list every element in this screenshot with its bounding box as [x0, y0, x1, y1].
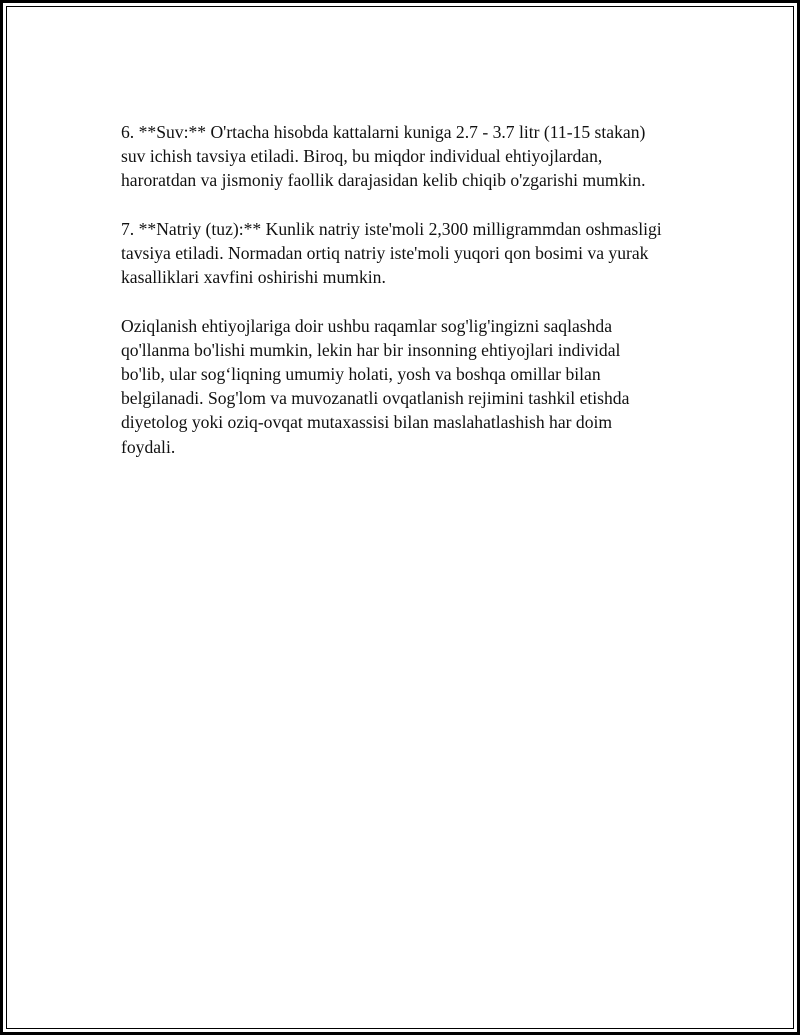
paragraph-water: [121, 120, 711, 193]
text-line: tavsiya etiladi. Normadan ortiq natriy iste'moli yuqori qon bosimi va yurak: [121, 243, 649, 263]
paragraph-sodium: [121, 217, 711, 290]
text-line: diyetolog yoki oziq-ovqat mutaxassisi bilan maslahatlashish har doim: [121, 412, 613, 433]
paragraph-conclusion: [121, 314, 711, 459]
text-line: 7. **Natriy (tuz):** Kunlik natriy iste'moli 2,300 milligrammdan oshmasligi: [121, 218, 662, 239]
text-line: bo'lib, ular sog‘liqning umumiy holati, yosh va boshqa omillar bilan: [121, 364, 601, 384]
document-body: [121, 120, 711, 483]
text-line: belgilanadi. Sog'lom va muvozanatli ovqatlanish rejimini tashkil etishda: [121, 388, 630, 409]
text-line: kasalliklari xavfini oshirishi mumkin.: [121, 267, 386, 288]
text-line: Oziqlanish ehtiyojlariga doir ushbu raqamlar sog'lig'ingizni saqlashda: [121, 315, 613, 336]
text-line: qo'llanma bo'lishi mumkin, lekin har bir insonning ehtiyojlari individal: [121, 339, 621, 360]
text-line: 6. **Suv:** O'rtacha hisobda kattalarni kuniga 2.7 - 3.7 litr (11-15 stakan): [121, 122, 646, 142]
text-line: foydali.: [121, 436, 176, 457]
text-line: haroratdan va jismoniy faollik darajasidan kelib chiqib o'zgarishi mumkin.: [121, 170, 646, 191]
text-line: suv ichish tavsiya etiladi. Biroq, bu miqdor individual ehtiyojlardan,: [121, 146, 603, 167]
